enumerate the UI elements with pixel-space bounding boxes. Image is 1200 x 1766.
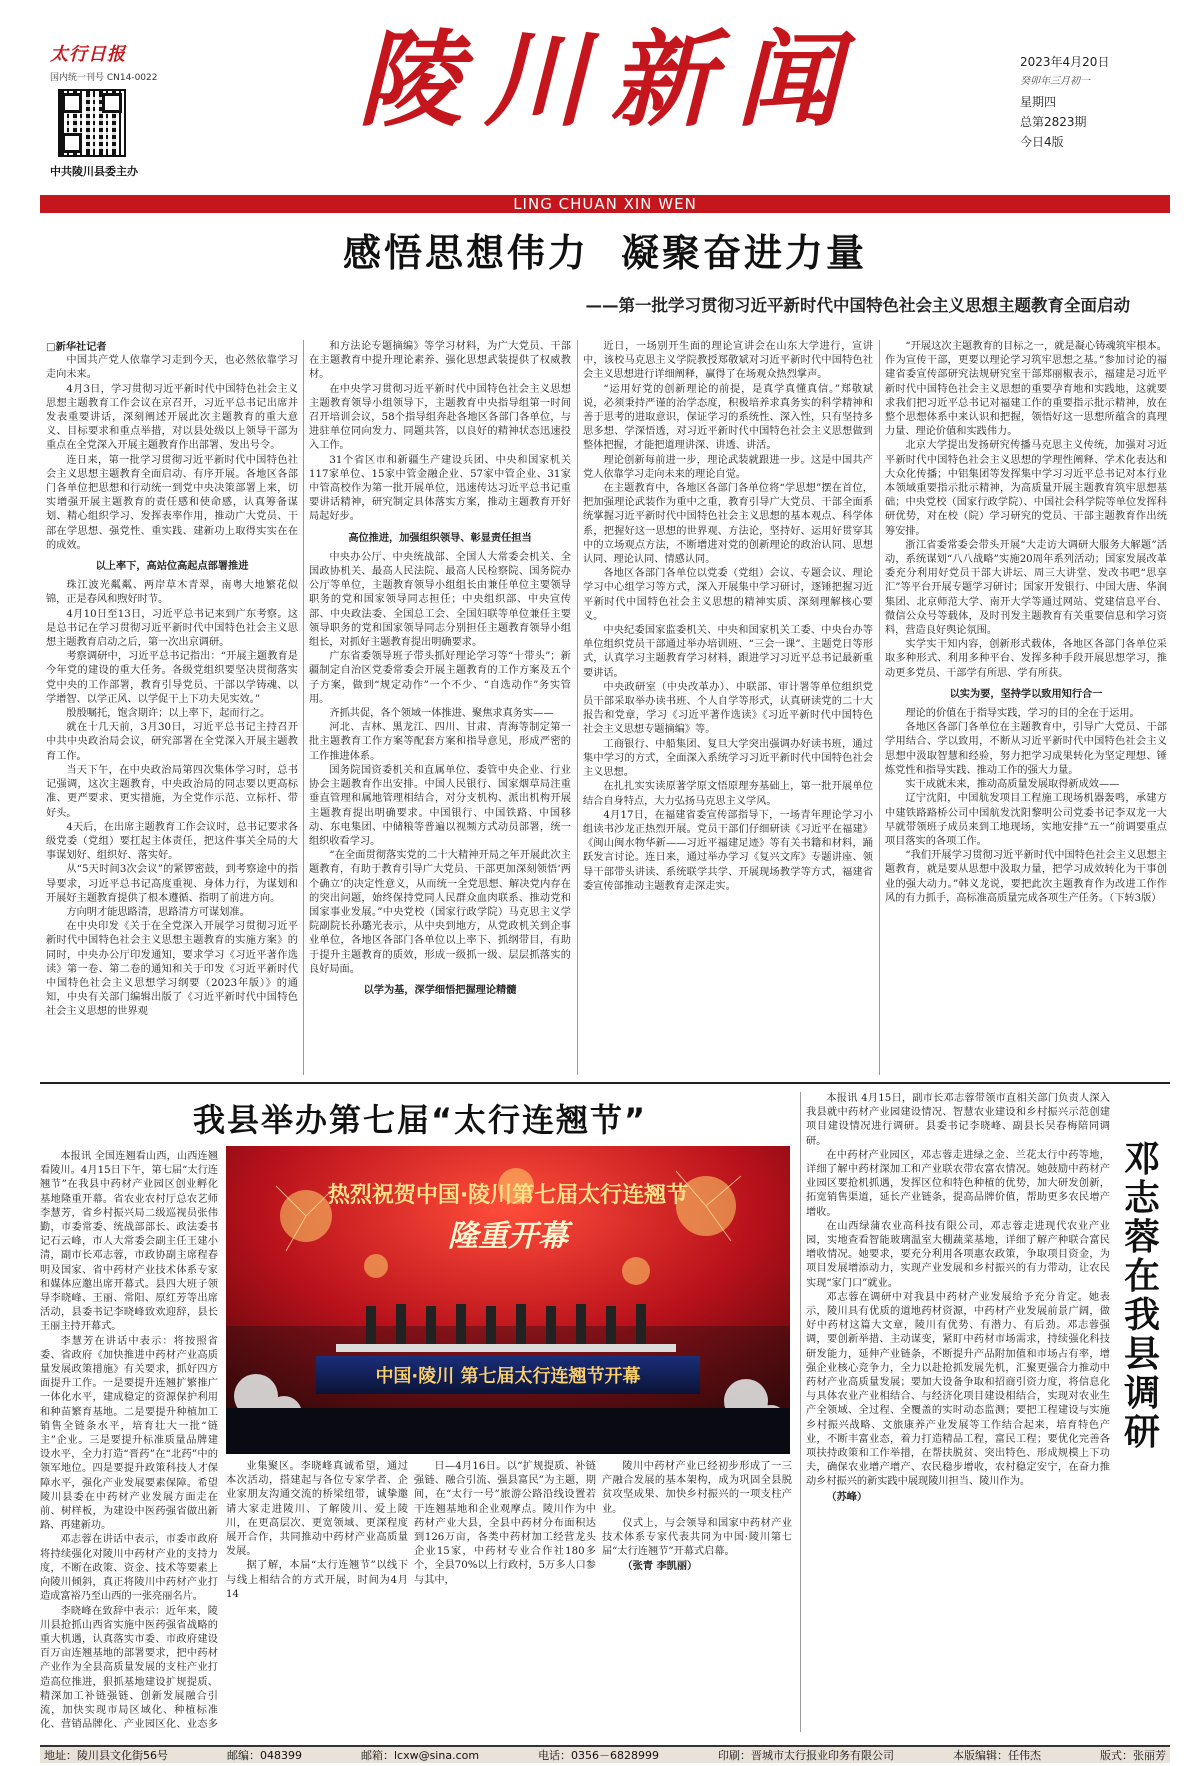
paragraph: 4月17日，在福建省委宣传部指导下，一场青年理论学习小组读书沙龙正热烈开展。党员干部们仔细研读《习近平在福建》《闽山闽水物华新——习近平福建足迹》等有关书籍和材料，踊跃发言讨论。连日来，通过举办学习《复兴文库》专题讲座、领导干部带头讲读、系统联学共学、开展现场教学等方式，福建省委宣传部推动主题教育走深走实。 bbox=[583, 809, 873, 892]
paragraph: 在中药材产业园区，邓志蓉走进绿之金、兰花太行中药等地，详细了解中药材深加工和产业联农带农富农情况。她鼓励中药材产业园区要抢机抓遇，发挥区位和特色种植的优势，加大研发创新，拓宽销售渠道，延长产业链条，提高品牌价值，帮助更多农民增产增收。 bbox=[806, 1149, 1110, 1218]
paragraph: 各地区各部门各单位以党委（党组）会议、专题会议、理论学习中心组学习等方式，深入开展集中学习研讨，逐锤把握习近平新时代中国特色社会主义思想的精神实质、深刻理解核心要义。 bbox=[583, 568, 873, 622]
dengzr-column bbox=[806, 1092, 1110, 1732]
masthead-brand bbox=[50, 40, 170, 178]
lead-headline-a: 感悟思想伟力 bbox=[342, 231, 589, 275]
footer-editor: 本版编辑：任伟杰 bbox=[953, 1749, 1042, 1762]
lead-column-1 bbox=[46, 340, 298, 1075]
paragraph: 殷殷嘱托，饱含期许；以上率下，起而行之。 bbox=[66, 708, 271, 720]
paragraph: 在山西绿蒲农业高科技有限公司，邓志蓉走进现代农业产业园，实地查看智能玻璃温室大棚蔬菜基地，详细了解产种联合富民增收情况。她要求，要充分利用各项惠农政策，争取项目资金，为项目发展增添动力，实现产业发展和乡村振兴的有力带动，让农民实现“家门口”就业。 bbox=[806, 1220, 1110, 1289]
dengzr-headline[interactable]: 邓志蓉在我县调研 bbox=[1123, 1139, 1160, 1453]
paragraph: 考察调研中，习近平总书记指出：“开展主题教育是今年党的建设的重大任务。各级党组织要坚决贯彻落实党中央的工作部署，教育引导党员、干部以学铸魂、以学增智、以学正风、以学促干上下功夫见实效。” bbox=[46, 651, 298, 705]
paragraph: “我们开展学习贯彻习近平新时代中国特色社会主义思想主题教育，就是要从思想中汲取力量，把学习成效转化为干事创业的强大动力。”韩义龙说，要把此次主题教育作为改进工作作风的有力抓手，高标准高质量完成各项生产任务。（下转3版） bbox=[885, 850, 1167, 904]
festival-column-1 bbox=[40, 1150, 218, 1732]
paragraph: 北京大学提出发扬研究传播马克思主义传统，加强对习近平新时代中国特色社会主义思想的学理性阐释、学术化表达和大众化传播；中铝集团等发挥集中学习习近平总书记对本行业本领域重要指示批示精神，为高质量开展主题教育筑牢思想基础；中央党校（国家行政学院）、中国社会科学院等单位发挥科研优势，对在校（院）学习研究的党员、干部主题教育作出统筹安排。 bbox=[885, 440, 1167, 537]
paragraph: 就在十几天前，3月30日，习近平总书记主持召开中共中央政治局会议，研究部署在全党深入开展主题教育工作。 bbox=[46, 722, 298, 762]
paragraph: 工商银行、中船集团、复旦大学突出强调办好读书班，通过集中学习的方式，全面深入系统学习习近平新时代中国特色社会主义思想。 bbox=[583, 738, 873, 779]
paragraph: 当天下午，在中央政治局第四次集体学习时，总书记强调，这次主题教育，中央政治局的同志要以更高标准、更严要求、更实措施，为全党作示范、立标杆、带好头。 bbox=[46, 764, 298, 819]
page-count: 今日4版 bbox=[1020, 135, 1064, 149]
festival-column-2a bbox=[226, 1460, 408, 1732]
paragraph: 方向明才能思路清，思路清方可谋划准。 bbox=[66, 906, 250, 918]
paragraph: 国务院国资委机关和直属单位、委管中央企业、行业协会主题教育作出安排。中国人民银行、国家烟草局注重垂直管理和属地管理相结合，对分支机构、派出机构开展主题教育提出明确要求。中国银行、中国铁路、中国移动、东电集团、中储粮等普遍以视频方式动员部署，统一组织收看学习。 bbox=[309, 764, 571, 847]
photo-stage-sign: 中国·陵川 第七届太行连翘节开幕 bbox=[375, 1366, 641, 1387]
footer-phone: 电话：0356－6828999 bbox=[538, 1749, 660, 1762]
paragraph: 理论的价值在于指导实践，学习的目的全在于运用。 bbox=[905, 708, 1140, 720]
qr-code-icon[interactable] bbox=[58, 89, 126, 157]
paragraph: 日—4月16日。以“扩规提质、补链强链、融合引流、强县富民”为主题，期间，在“太行一号”旅游公路沿线设置若干连翘基地和企业观摩点。陵川作为中药材产业大县，全县中药材分布面积达到126万亩，各类中药材加工经营龙头企业15家，中药材专业合作社180多个，全县70%以上行政村，5万多人口参与其中， bbox=[414, 1461, 596, 1586]
photo-slogan: 隆重开幕 bbox=[448, 1219, 568, 1254]
paragraph: 4月10日至13日，习近平总书记来到广东考察。这是总书记在学习贯彻习近平新时代中国特色社会主义思想主题教育启动之后，第一次出京调研。 bbox=[46, 608, 298, 649]
lead-headline-b: 凝聚奋进力量 bbox=[621, 231, 868, 275]
lead-column-2 bbox=[309, 340, 571, 1075]
paragraph: 河北、吉林、黑龙江、四川、甘肃、青海等制定第一批主题教育工作方案等配套方案和指导意见，形成严密的工作推进体系。 bbox=[309, 722, 571, 762]
weekday: 星期四 bbox=[1020, 95, 1057, 109]
paragraph: 从“5天时间3次会议”的紧锣密鼓，到考察途中的指导要求，习近平总书记高度重视、身体力行，为谋划和开展好主题教育提供了根本遵循、指明了前进方向。 bbox=[46, 864, 298, 904]
paragraph: “开展这次主题教育的目标之一，就是凝心铸魂筑牢根本。作为宣传干部，更要以理论学习筑牢思想之基。”参加讨论的福建省委宣传部研究法规研究室干部郑丽椒表示，福建是习近平新时代中国特色社会主义思想的重要孕育地和实践地，这就要求我们把习近平总书记对福建工作的重要指示批示精神，放在整个思想体系中来认识和把握，领悟好这一思想所蕴含的真理力量、理论价值和实践伟力。 bbox=[885, 341, 1167, 438]
paragraph: 各地区各部门各单位在主题教育中，引导广大党员、干部学用结合、学以致用，不断从习近平新时代中国特色社会主义思想中汲取智慧和经验，努力把学习成果转化为坚定理想、锤炼党性和指导实践、推动工作的强大力量。 bbox=[885, 722, 1167, 776]
paragraph: 中国共产党人依靠学习走到今天，也必然依靠学习走向未来。 bbox=[46, 355, 298, 381]
lead-column-4 bbox=[885, 340, 1167, 1075]
footer-address: 地址：陵川县文化街56号 bbox=[44, 1749, 168, 1762]
paragraph: 在扎扎实实读原著学原文悟原理夯基础上，第一批开展单位结合自身特点，大力弘扬马克思主义学风。 bbox=[583, 781, 873, 807]
paragraph: 珠江波光粼粼、两岸草木青翠，南粤大地繁花似锦，正是春风和煦好时节。 bbox=[46, 580, 298, 606]
paragraph: “运用好党的创新理论的前提，是真学真懂真信。”郑敬斌说，必须秉持严谨的治学态度，积极培养求真务实的科学精神和善于思考的进取意识，保证学习的系统性、深入性，只有坚持多思多想、学深悟透，对习近平新时代中国特色社会主义思想做到整体把握，才能把道理讲深、讲透、讲活。 bbox=[583, 383, 873, 452]
paragraph: 4月3日，学习贯彻习近平新时代中国特色社会主义思想主题教育工作会议在京召开，习近平总书记出席并发表重要讲话，深刻阐述开展此次主题教育的重大意义、目标要求和重点举措，对以县处级以上领导干部为重点在全党深入开展主题教育作出部署、发出号令。 bbox=[46, 383, 298, 452]
festival-column-2c bbox=[602, 1460, 792, 1732]
date-block bbox=[1020, 52, 1170, 152]
paragraph: 4天后，在出席主题教育工作会议时，总书记要求各级党委（党组）要扛起主体责任，把这件事关全局的大事谋划好、组织好、落实好。 bbox=[46, 821, 298, 862]
paragraph: （张青 李凯丽） bbox=[622, 1560, 698, 1573]
paragraph: 李慧芳在讲话中表示：将按照省委、省政府《加快推进中药材产业高质量发展政策措施》有关要求，抓好四方面提升工作。一是要提升连翘扩繁推广一体化水平，建成稳定的资源保护利用和种苗繁育基地。二是要提升种植加工销售全链条水平，培育壮大一批“链主”企业。三是要提升标准质量品牌建设水平，全力打造“晋药”在“北药”中的领军地位。四是要提升政策科技人才保障水平，强化产业发展要素保障。希望陵川县委在中药材产业发展方面走在前、树样板，为建设中医药强省做出新路、再建新功。 bbox=[40, 1335, 218, 1532]
paragraph: 邓志蓉在讲话中表示，市委市政府将持续强化对陵川中药材产业的支持力度，不断在政策、资金、技术等要素上向陵川倾斜，真正将陵川中药材产业打造成富裕乃至山西的一张亮丽名片。 bbox=[40, 1534, 218, 1603]
paragraph: 以上率下，高站位高起点部署推进 bbox=[95, 560, 249, 573]
paragraph: 邓志蓉在调研中对我县中药材产业发展给予充分肯定。她表示，陵川具有优质的道地药材资源，中药材产业发展前景广阔，做好中药材这篇大文章，陵川有优势、有潜力、有后劲。邓志蓉强调，要创新举措、主动谋变，紧盯中药材市场需求，持续强化科技研发能力，延伸产业链条，不断提升产品附加值和市场占有率，增强企业核心竞争力，全力以赴抢抓发展先机，汇聚更强合力推动中药材产业高质量发展；要加大设备争取和招商引资力度，将信息化与具体农业产业相结合、与经济化项目建设相结合，实现对农业生产全领域、全过程、全覆盖的实时动态监测；要把工程建设与实施乡村振兴战略、文旅康养产业发展等工作结合起来，培育特色产业，不断丰富业态，着力打造精品工程，富民工程；要优化完善各项扶持政策和工作举措，在帮扶脱贫、突出特色、形成规模上下功夫，确保农业增产增产、农民稳步增收，农村稳定安宁，在奋力推动乡村振兴的新实践中展现陵川担当、陵川作为。 bbox=[806, 1291, 1110, 1488]
paragraph: 广东省委领导班子带头抓好理论学习等“十带头”；新疆制定自治区党委常委会开展主题教育的工作方案及五个子方案，做到“规定动作”一个不少、“自选动作”务实管用。 bbox=[309, 651, 571, 705]
photo-banner: 热烈祝贺中国·陵川第七届太行连翘节 bbox=[327, 1183, 689, 1208]
paragraph: 中央政研室（中央改革办）、中联部、审计署等单位组织党员干部采取举办读书班、个人自学等形式，认真研读党的二十大报告和党章，学习《习近平著作选读》《习近平新时代中国特色社会主义思想专题摘编》等。 bbox=[583, 681, 873, 736]
paragraph: 在中央印发《关于在全党深入开展学习贯彻习近平新时代中国特色社会主义思想主题教育的实施方案》的同时，中央办公厅印发通知，要求学习《习近平著作选读》第一卷、第二卷的通知和关于印发《习近平新时代中国特色社会主义思想学习纲要（2023年版）》的通知，中央有关部门编辑出版了《习近平新时代中国特色社会主义思想的世界观 bbox=[46, 921, 298, 1018]
publisher: 中共陵川县委主办 bbox=[50, 165, 138, 178]
footer-printer: 印刷：晋城市太行报业印务有限公司 bbox=[718, 1749, 895, 1762]
lunar-date: 癸卯年三月初一 bbox=[1020, 76, 1090, 87]
paragraph: 以学为基，深学细悟把握理论精髓 bbox=[363, 983, 517, 996]
paragraph: 业集聚区。李晓峰真诚希望，通过本次活动，搭建起与各位专家学者、企业家朋友沟通交流的桥梁纽带，诚挚邀请大家走进陵川、了解陵川、爱上陵川，在更高层次、更宽领域、更深程度展开合作，共同推动中药材产业高质量发展。 bbox=[226, 1461, 408, 1558]
paragraph: 实干成就未来，推动高质量发展取得新成效—— bbox=[905, 779, 1120, 791]
paragraph: （苏峰） bbox=[826, 1490, 868, 1503]
pinyin-bar: LING CHUAN XIN WEN bbox=[40, 195, 1170, 213]
paragraph: 31个省区市和新疆生产建设兵团、中央和国家机关117家单位、15家中管金融企业、57家中管企业、31家中管高校作为第一批开展单位，迅速传达习近平总书记重要讲话精神，研究制定具体落实方案，推动主题教育开好局起好步。 bbox=[309, 454, 571, 523]
paragraph: □新华社记者 bbox=[46, 341, 107, 353]
paragraph: 辽宁沈阳，中国航发项目工程施工现场机器轰鸣，承建方中建铁路路桥公司中国航发沈阳黎明公司党委书记李双龙一大早就带领班子成员来到工地现场，实地安排“五一”前调要重点项目落实的各项工作。 bbox=[885, 793, 1167, 847]
paragraph: 中央纪委国家监委机关、中央和国家机关工委、中央台办等单位组织党员干部通过举办培训班、“三会一课”、主题党日等形式，认真学习主题教育学习材料，跟进学习习近平总书记最新重要讲话。 bbox=[583, 625, 873, 679]
paragraph: 高位推进，加强组织领导、彰显责任担当 bbox=[348, 531, 532, 544]
newspaper-title: 陵川新闻 bbox=[357, 18, 862, 141]
paragraph: 李晓峰在致辞中表示：近年来，陵川县抢抓山西省实施中医药强省战略的重大机遇，认真落实市委、市政府建设百万亩连翘基地的部署要求，把中药材产业作为全县高质量发展的支柱产业打造高位推进，狠抓基地建设扩规提质、精深加工补链强链、创新发展融合引流，加快实现市局区域化、种植标准化、营销品牌化、产业园区化、业态多 bbox=[40, 1605, 218, 1731]
paragraph: 本报讯 4月15日，副市长邓志蓉带领市直相关部门负责人深入我县就中药材产业园建设情况、智慧农业建设和乡村振兴示范创建项目建设情况进行调研。县委书记李晓峰、副县长吴春梅陪同调研。 bbox=[806, 1093, 1110, 1147]
footer-postcode: 邮编：048399 bbox=[226, 1749, 302, 1762]
paragraph: 和方法论专题摘编》等学习材料，为广大党员、干部在主题教育中提升理论素养、强化思想武装提供了权威教材。 bbox=[309, 341, 571, 381]
paragraph: 陵川中药材产业已经初步形成了一三产融合发展的基本架构，成为巩固全县脱贫攻坚成果、加快乡村振兴的一项支柱产业。 bbox=[602, 1461, 792, 1515]
festival-photo[interactable] bbox=[226, 1146, 790, 1454]
footer bbox=[40, 1745, 1170, 1763]
cn-number: 国内统一刊号 CN14-0022 bbox=[50, 73, 158, 83]
paragraph: 齐抓共促，各个领域一体推进、聚焦求真务实—— bbox=[329, 708, 554, 720]
paragraph: 在主题教育中，各地区各部门各单位将“学思想”摆在首位，把加强理论武装作为重中之重，教育引导广大党员、干部全面系统掌握习近平新时代中国特色社会主义思想的基本观点、科学体系，把握好这一思想的世界观、方法论，坚持好、运用好贯穿其中的立场观点方法，不断增进对党的创新理论的政治认同、思想认同、理论认同、情感认同。 bbox=[583, 483, 873, 566]
issue-date: 2023年4月20日 bbox=[1020, 55, 1110, 69]
paragraph: 以实为要，坚持学以致用知行合一 bbox=[949, 687, 1103, 700]
paragraph: 近日，一场别开生面的理论宣讲会在山东大学进行，宣讲中，该校马克思主义学院教授郑敬斌对习近平新时代中国特色社会主义思想进行详细阐释，赢得了在场观众热烈掌声。 bbox=[583, 341, 873, 381]
issue-number: 总第2823期 bbox=[1020, 115, 1087, 129]
footer-designer: 版式：张丽芳 bbox=[1100, 1749, 1166, 1762]
paragraph: 中央办公厅、中央统战部、全国人大常委会机关、全国政协机关、最高人民法院、最高人民检察院、国务院办公厅等单位，主题教育领导小组组长由兼任单位主要领导职务的党和国家领导同志担任；中央组织部、中央宣传部、中央政法委、全国总工会、全国妇联等单位兼任主要领导职务的党和国家领导同志分别担任主题教育领导小组组长，对抓好主题教育提出明确要求。 bbox=[309, 551, 571, 649]
festival-headline[interactable]: 我县举办第七届“太行连翘节” bbox=[192, 1101, 648, 1139]
lead-column-3 bbox=[583, 340, 873, 1075]
paragraph: 实学实干知内容，创新形式载体，各地区各部门各单位采取多种形式、利用多种平台、发挥多种手段开展思想学习，推动更多党员、干部学有所思、学有所获。 bbox=[885, 639, 1167, 679]
lead-subhead: ——第一批学习贯彻习近平新时代中国特色社会主义思想主题教育全面启动 bbox=[585, 296, 1130, 315]
footer-email[interactable]: 邮箱：lcxw@sina.com bbox=[360, 1749, 480, 1762]
paragraph: 仪式上，与会领导和国家中药材产业技术体系专家代表共同为中国·陵川第七届“太行连翘节”开幕式启幕。 bbox=[602, 1517, 792, 1558]
festival-column-2b bbox=[414, 1460, 596, 1732]
paragraph: 浙江省委常委会带头开展“大走访大调研大服务大解题”活动，系统谋划“八八战略”实施20周年系列活动；国家发展改革委充分利用好党员干部大讲坛、周三大讲堂、发改书吧“思享汇”等平台开展专题学习研讨；国家开发银行、中国大唐、华润集团、北京师范大学、南开大学等通过网站、党建信息平台、微信公众号等载体，及时刊发主题教育有关重要信息和学习资料，营造良好舆论氛围。 bbox=[885, 539, 1167, 637]
paragraph: 连日来，第一批学习贯彻习近平新时代中国特色社会主义思想主题教育全面启动、有序开展。各地区各部门各单位把思想和行动统一到党中央决策部署上来，切实增强开展主题教育的责任感和使命感，认真筹备谋划、精心组织学习、发挥表率作用，推动广大党员、干部在学思想、强党性、重实践、建新功上取得实实在在的成效。 bbox=[46, 454, 298, 551]
paragraph: “在全面贯彻落实党的二十大精神开局之年开展此次主题教育，有助于教育引导广大党员、干部更加深刻领悟‘两个确立’的决定性意义，从而统一全党思想、解决党内存在的突出问题，始终保持党同人民群众血肉联系、推动党和国家事业发展。”中央党校（国家行政学院）马克思主义学院副院长孙璐光表示，从中央到地方，从党政机关到企事业单位，各地区各部门各单位以上率下、抓纲带目，有助于提升主题教育的质效，形成一级抓一级、层层抓落实的良好局面。 bbox=[309, 850, 571, 975]
brand-logo: 太行日报 bbox=[50, 44, 126, 65]
paragraph: 在中央学习贯彻习近平新时代中国特色社会主义思想主题教育领导小组领导下，主题教育中央指导组第一时间召开培训会议，58个指导组奔赴各地区各部门各单位，与进驻单位同向发力、同题共答，以良好的精神状态迅速投入工作。 bbox=[309, 383, 571, 452]
paragraph: 据了解，本届“太行连翘节”以线下与线上相结合的方式开展，时间为4月14 bbox=[226, 1560, 408, 1600]
lead-headline[interactable] bbox=[40, 222, 1170, 277]
paragraph: 本报讯 全国连翘看山西，山西连翘看陵川。4月15日下午，第七届“太行连翘节”在我县中药材产业园区创业孵化基地隆重开幕。省农业农村厅总农艺师李慧芳，省乡村振兴局二级巡视员张伟勤，市委常委、统战部部长、政法委书记石云峰，市人大常委会副主任王建小清，副市长邓志蓉，市政协副主席程春明及国家、省中药材产业技术体系专家和媒体应邀出席开幕式。县四大班子领导李晓峰、王丽、常阳、原红芳等出席活动，县委书记李晓峰致欢迎辞，县长王丽主持开幕式。 bbox=[40, 1151, 218, 1333]
paragraph: 理论创新每前进一步，理论武装就跟进一步。这是中国共产党人依靠学习走向未来的理论自觉。 bbox=[583, 454, 873, 480]
